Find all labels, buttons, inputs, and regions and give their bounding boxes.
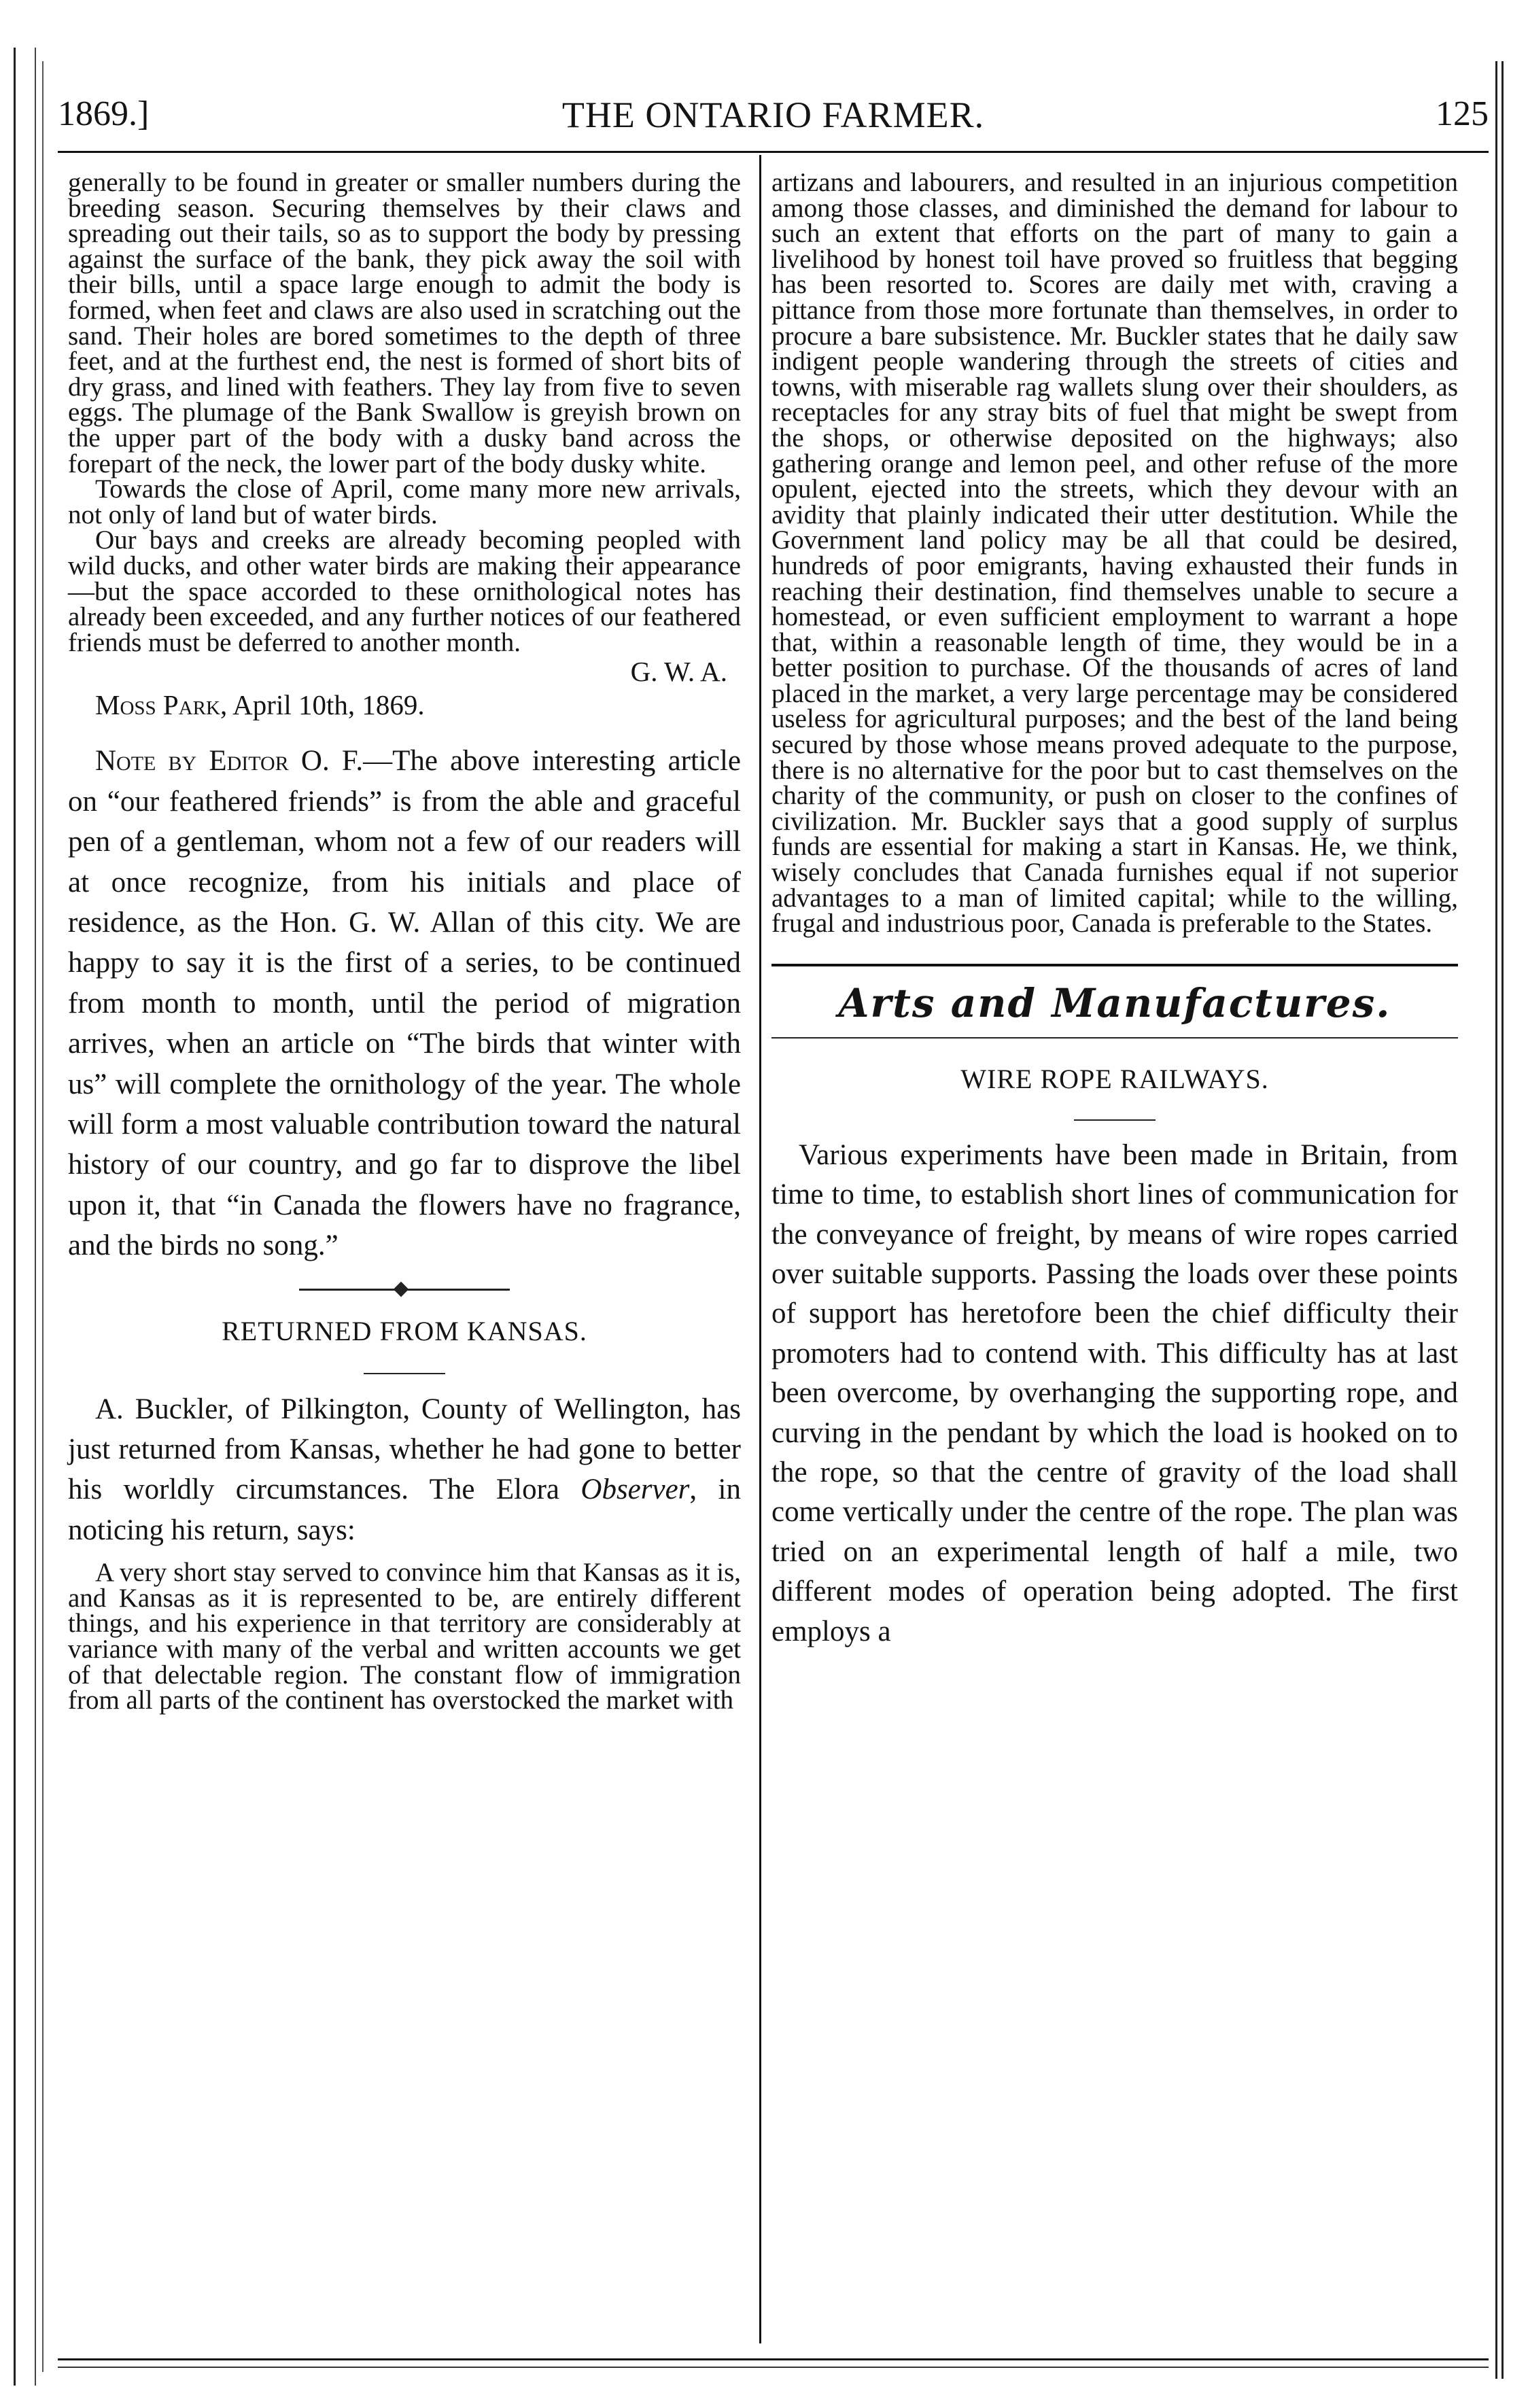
- header-year: 1869.]: [58, 94, 150, 133]
- kansas-quote-continued: artizans and labourers, and resulted in an injurious competition among those classes, and diminished the demand for labour to such an extent that efforts on the part of many to gain a livelihood by honest toil have proved so fruitless that begging has been resorted to. Scores are daily met with, craving a pittance from those more fortunate than themselves, in order to procure a bare subsistence. Mr. Buckler states that he daily saw indigent people wandering through the streets of cities and towns, with miserable rag wallets slung over their shoulders, as receptacles for any stray bits of fuel that might be swept from the shops, or otherwise deposited on the highways; also gathering orange and lemon peel, and other refuse of the more opulent, ejected into the streets, which they devour with an avidity that plainly indicated their utter destitution. While the Government land policy may be all that could be desired, hundreds of poor emigrants, having exhausted their funds in reaching their destination, find themselves unable to secure a homestead, or even sufficient employment to warrant a hope that, within a reasonable length of time, they would be in a better position to purchase. Of the thousands of acres of land placed in the market, a very large percentage may be considered useless for agricultural purposes; and the best of the land being secured by those whose means proved adequate to the purpose, there is no alternative for the poor but to cast themselves on the charity of the community, or push on closer to the confines of civilization. Mr. Buckler says that a good supply of surplus funds are essential for making a start in Kansas. He, we think, wisely concludes that Canada furnishes equal if not superior advantages to a man of limited capital; while to the willing, frugal and industrious poor, Canada is preferable to the States.: [771, 168, 1458, 939]
- footer-rule: [58, 2358, 1489, 2360]
- footer-rule-secondary: [58, 2367, 1489, 2368]
- header-rule: [58, 151, 1489, 153]
- note-text: —The above interesting article on “our feathered friends” is from the able and graceful pen of a gentleman, whom not a few of our readers will at once recognize, from his initials and place of residence, as the Hon. G. W. Allan of this city. We are happy to say it is the first of a series, to be continued from month to month, until the period of migration arrives, when an article on “The birds that winter with us” will complete the ornithology of the year. The whole will form a most valuable contribution toward the natural history of our country, and go far to disprove the libel upon it, that “in Canada the flowers have no fragrance, and the birds no song.”: [68, 745, 741, 1262]
- newspaper-name: Observer: [580, 1473, 690, 1506]
- binding-line-left: [42, 61, 44, 2372]
- column-divider: [759, 155, 761, 2343]
- signature: G. W. A.: [630, 656, 727, 688]
- section-ornament: [299, 1284, 510, 1295]
- kansas-heading: RETURNED FROM KANSAS.: [222, 1315, 587, 1346]
- paragraph: Towards the close of April, come many more new arrivals, not only of land but of water birds.: [68, 474, 741, 529]
- page-number: 125: [1436, 94, 1489, 133]
- department-heading: Arts and Manufactures.: [838, 979, 1391, 1026]
- kansas-quote: A very short stay served to convince him that Kansas as it is, and Kansas as it is represented to be, are entirely different things, and his experience in that territory are considerably at variance with many of the verbal and written accounts we get of that delectable region. The constant flow of immigration from all parts of the continent has overstocked the market with: [68, 1558, 741, 1715]
- place-date: , April 10th, 1869.: [220, 689, 425, 721]
- kansas-intro-text-end: , in noticing his return, says:: [68, 1473, 741, 1546]
- kansas-intro-text: A. Buckler, of Pilkington, County of Wellington, has just returned from Kansas, whether he had gone to better his worldly circumstances. The Elora: [68, 1393, 741, 1506]
- dateline: [68, 688, 741, 722]
- wire-rope-paragraph: Various experiments have been made in Britain, from time to time, to establish short lines of communication for the conveyance of freight, by means of wire ropes carried over suitable supports. Passing the loads over these points of support has heretofore been the chief difficulty their promoters had to contend with. This difficulty has at last been overcome, by overhanging the supporting rope, and curving in the pendant by which the load is hooked on to the rope, so that the centre of gravity of the load shall come vertically under the centre of the rope. The plan was tried on an experimental length of half a mile, two different modes of operation being adopted. The first employs a: [771, 1138, 1458, 1647]
- place-name: Moss Park: [95, 689, 220, 721]
- right-column: [771, 170, 1458, 1652]
- page-header: [58, 80, 1489, 148]
- binding-edge-left: [14, 48, 36, 2386]
- paragraph: Our bays and creeks are already becoming peopled with wild ducks, and other water birds are making their appearance—but the space accorded to these ornithological notes has already been exceeded, and any further notices of our feathered friends must be deferred to another month.: [68, 525, 741, 657]
- page-border-right: [1495, 61, 1504, 2379]
- left-column: [68, 170, 741, 1713]
- wire-rope-heading: WIRE ROPE RAILWAYS.: [960, 1063, 1269, 1094]
- note-label: Note by Editor O. F.: [95, 745, 364, 778]
- paragraph: generally to be found in greater or smaller numbers during the breeding season. Securing themselves by their claws and spreading out their tails, so as to support the body by pressing against the surface of the bank, they pick away the soil with their bills, until a space large enough to admit the body is formed, when feet and claws are also used in scratching out the sand. Their holes are bored sometimes to the depth of three feet, and at the furthest end, the nest is formed of short bits of dry grass, and lined with feathers. They lay from five to seven eggs. The plumage of the Bank Swallow is greyish brown on the upper part of the body with a dusky band across the forepart of the neck, the lower part of the body dusky white.: [68, 168, 741, 478]
- editor-note: [68, 741, 741, 1266]
- publication-title: THE ONTARIO FARMER.: [561, 94, 985, 135]
- kansas-intro: [68, 1389, 741, 1551]
